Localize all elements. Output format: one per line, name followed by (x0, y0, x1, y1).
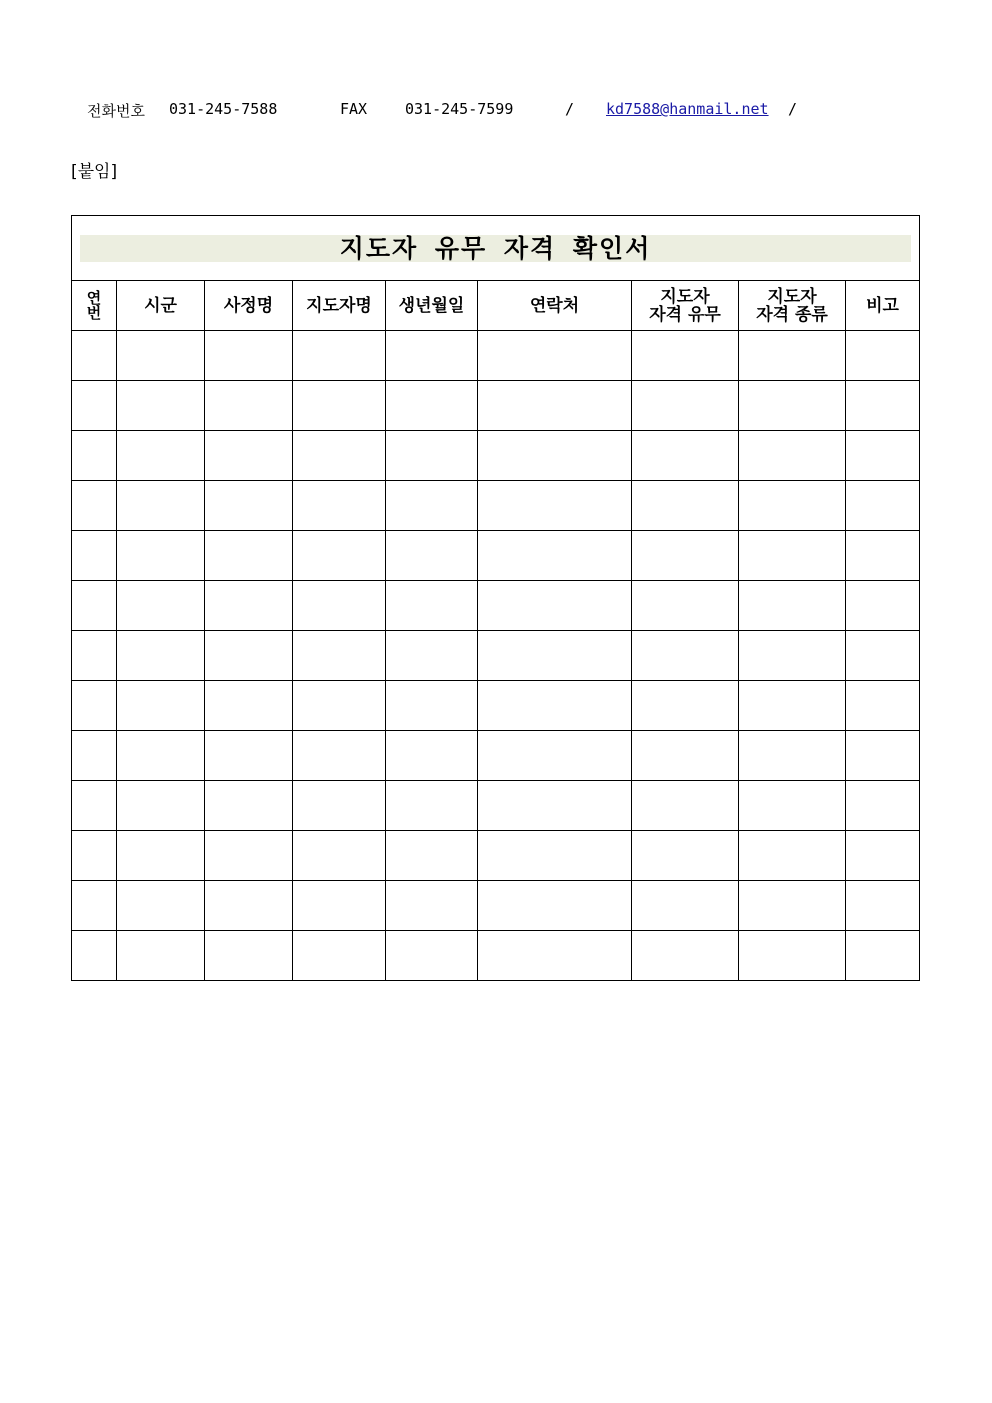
table-cell[interactable] (205, 881, 293, 931)
phone-number: 031-245-7588 (169, 100, 278, 118)
fax-label: FAX (340, 100, 368, 118)
header-leader: 지도자명 (293, 281, 386, 331)
table-row (72, 481, 920, 531)
table-cell[interactable] (478, 681, 632, 731)
table-cell[interactable] (632, 581, 739, 631)
table-cell[interactable] (117, 531, 205, 581)
table-cell[interactable] (632, 681, 739, 731)
table-cell[interactable] (386, 381, 478, 431)
table-cell[interactable] (386, 631, 478, 681)
table-cell[interactable] (846, 331, 920, 381)
qualification-form (71, 215, 919, 982)
table-cell[interactable] (72, 481, 117, 531)
header-qual-has (632, 281, 739, 331)
header-qual-has-line2: 자격 유무 (649, 304, 721, 325)
table-cell[interactable] (478, 631, 632, 681)
table-cell[interactable] (117, 831, 205, 881)
table-row (72, 431, 920, 481)
header-facility: 사정명 (205, 281, 293, 331)
table-cell[interactable] (739, 681, 846, 731)
table-cell[interactable] (293, 781, 386, 831)
table-cell[interactable] (478, 431, 632, 481)
header-contact: 연락처 (478, 281, 632, 331)
table-cell[interactable] (205, 781, 293, 831)
table-cell[interactable] (72, 331, 117, 381)
table-cell[interactable] (632, 481, 739, 531)
table-cell[interactable] (293, 831, 386, 881)
table-cell[interactable] (478, 581, 632, 631)
table-cell[interactable] (117, 431, 205, 481)
table-cell[interactable] (386, 881, 478, 931)
header-region: 시군 (117, 281, 205, 331)
table-cell[interactable] (205, 681, 293, 731)
table-cell[interactable] (632, 531, 739, 581)
table-cell[interactable] (478, 931, 632, 981)
table-cell[interactable] (739, 581, 846, 631)
header-note: 비고 (846, 281, 920, 331)
table-cell[interactable] (478, 481, 632, 531)
header-qual-has-line1: 지도자 (660, 286, 710, 307)
table-cell[interactable] (205, 581, 293, 631)
table-cell[interactable] (846, 831, 920, 881)
table-cell[interactable] (72, 881, 117, 931)
email-link[interactable]: kd7588@hanmail.net (606, 100, 769, 118)
table-row (72, 781, 920, 831)
table-cell[interactable] (632, 831, 739, 881)
table-cell[interactable] (632, 381, 739, 431)
table-cell[interactable] (478, 881, 632, 931)
table-cell[interactable] (293, 581, 386, 631)
table-cell[interactable] (205, 431, 293, 481)
table-cell[interactable] (846, 481, 920, 531)
table-cell[interactable] (293, 731, 386, 781)
table-cell[interactable] (205, 531, 293, 581)
table-cell[interactable] (739, 531, 846, 581)
table-cell[interactable] (117, 731, 205, 781)
table-cell[interactable] (117, 781, 205, 831)
table-cell[interactable] (293, 481, 386, 531)
table-cell[interactable] (72, 931, 117, 981)
table-cell[interactable] (739, 731, 846, 781)
table-cell[interactable] (632, 931, 739, 981)
table-cell[interactable] (117, 931, 205, 981)
table-cell[interactable] (293, 881, 386, 931)
table-cell[interactable] (739, 481, 846, 531)
table-cell[interactable] (293, 431, 386, 481)
table-cell[interactable] (205, 481, 293, 531)
table-cell[interactable] (478, 381, 632, 431)
table-cell[interactable] (293, 631, 386, 681)
table-cell[interactable] (478, 831, 632, 881)
header-qual-type-line1: 지도자 (767, 286, 817, 307)
phone-label: 전화번호 (87, 102, 145, 120)
table-cell[interactable] (386, 481, 478, 531)
table-cell[interactable] (205, 381, 293, 431)
table-cell[interactable] (205, 731, 293, 781)
table-row (72, 731, 920, 781)
table-cell[interactable] (846, 581, 920, 631)
table-cell[interactable] (72, 531, 117, 581)
header-no-line1: 연 (86, 288, 102, 307)
table-cell[interactable] (739, 631, 846, 681)
table-cell[interactable] (739, 881, 846, 931)
table-cell[interactable] (205, 931, 293, 981)
table-cell[interactable] (632, 431, 739, 481)
table-cell[interactable] (386, 731, 478, 781)
table-cell[interactable] (846, 731, 920, 781)
table-cell[interactable] (386, 531, 478, 581)
table-cell[interactable] (478, 731, 632, 781)
table-cell[interactable] (846, 631, 920, 681)
table-cell[interactable] (846, 931, 920, 981)
table-cell[interactable] (739, 781, 846, 831)
table-cell[interactable] (72, 381, 117, 431)
table-row (72, 831, 920, 881)
header-no (72, 281, 117, 331)
table-cell[interactable] (846, 781, 920, 831)
table-cell[interactable] (846, 381, 920, 431)
table-cell[interactable] (205, 831, 293, 881)
table-cell[interactable] (72, 681, 117, 731)
table-cell[interactable] (72, 581, 117, 631)
table-cell[interactable] (739, 381, 846, 431)
table-cell[interactable] (478, 781, 632, 831)
table-cell[interactable] (632, 331, 739, 381)
table-cell[interactable] (72, 731, 117, 781)
table-cell[interactable] (293, 381, 386, 431)
table-cell[interactable] (846, 681, 920, 731)
header-birth: 생년월일 (386, 281, 478, 331)
fax-number: 031-245-7599 (405, 100, 514, 118)
form-title: 지도자 유무 자격 확인서 (80, 235, 911, 262)
table-cell[interactable] (739, 931, 846, 981)
table-row (72, 531, 920, 581)
table-cell[interactable] (478, 531, 632, 581)
table-cell[interactable] (386, 431, 478, 481)
table-cell[interactable] (386, 581, 478, 631)
table-cell[interactable] (117, 631, 205, 681)
table-cell[interactable] (205, 331, 293, 381)
table-cell[interactable] (72, 431, 117, 481)
table-cell[interactable] (632, 731, 739, 781)
table-cell[interactable] (632, 631, 739, 681)
table-cell[interactable] (846, 531, 920, 581)
table-cell[interactable] (293, 331, 386, 381)
header-no-line2: 번 (86, 303, 102, 322)
table-cell[interactable] (72, 631, 117, 681)
attachment-label: [붙임] (71, 162, 118, 182)
table-row (72, 881, 920, 931)
title-cell (72, 216, 920, 281)
table-row (72, 381, 920, 431)
table-cell[interactable] (117, 881, 205, 931)
table-row (72, 581, 920, 631)
form-table (71, 215, 920, 981)
table-cell[interactable] (739, 431, 846, 481)
table-cell[interactable] (739, 831, 846, 881)
table-cell[interactable] (117, 381, 205, 431)
table-cell[interactable] (632, 881, 739, 931)
table-cell[interactable] (293, 931, 386, 981)
table-row (72, 631, 920, 681)
table-cell[interactable] (739, 331, 846, 381)
table-cell[interactable] (117, 581, 205, 631)
table-cell[interactable] (386, 781, 478, 831)
table-cell[interactable] (117, 331, 205, 381)
table-cell[interactable] (846, 431, 920, 481)
table-cell[interactable] (205, 631, 293, 681)
table-cell[interactable] (632, 781, 739, 831)
table-cell[interactable] (386, 681, 478, 731)
contact-line (87, 100, 847, 124)
separator: / (788, 100, 798, 118)
table-cell[interactable] (293, 681, 386, 731)
table-cell[interactable] (386, 831, 478, 881)
table-cell[interactable] (293, 531, 386, 581)
table-row (72, 931, 920, 981)
table-cell[interactable] (72, 831, 117, 881)
table-cell[interactable] (386, 331, 478, 381)
table-cell[interactable] (846, 881, 920, 931)
header-qual-type (739, 281, 846, 331)
separator: / (565, 100, 575, 118)
table-cell[interactable] (117, 481, 205, 531)
table-cell[interactable] (117, 681, 205, 731)
table-row (72, 331, 920, 381)
table-cell[interactable] (478, 331, 632, 381)
table-cell[interactable] (386, 931, 478, 981)
header-qual-type-line2: 자격 종류 (756, 304, 828, 325)
table-row (72, 681, 920, 731)
table-cell[interactable] (72, 781, 117, 831)
